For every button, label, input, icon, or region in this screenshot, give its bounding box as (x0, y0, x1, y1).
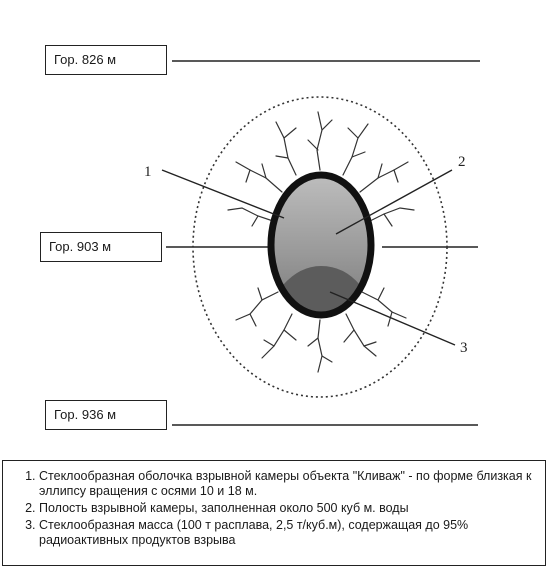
level-label-826: Гор. 826 м (45, 45, 167, 75)
level-label-936: Гор. 936 м (45, 400, 167, 430)
legend-item-3: 3. Стеклообразная масса (100 т расплава, 2,5 т/куб.м), содержащая до 95% радиоактивных продуктов взрыва (39, 518, 537, 548)
legend-item-1: 1. Стеклообразная оболочка взрывной камеры объекта "Кливаж" - по форме близкая к эллипсу вращения с осями 10 и 18 м. (39, 469, 537, 499)
callout-1: 1 (144, 164, 152, 180)
callout-2: 2 (458, 154, 466, 170)
legend-list (17, 469, 537, 548)
legend (2, 460, 546, 566)
callout-3: 3 (460, 340, 468, 356)
level-label-903: Гор. 903 м (40, 232, 162, 262)
legend-item-2: 2. Полость взрывной камеры, заполненная около 500 куб м. воды (39, 501, 537, 516)
